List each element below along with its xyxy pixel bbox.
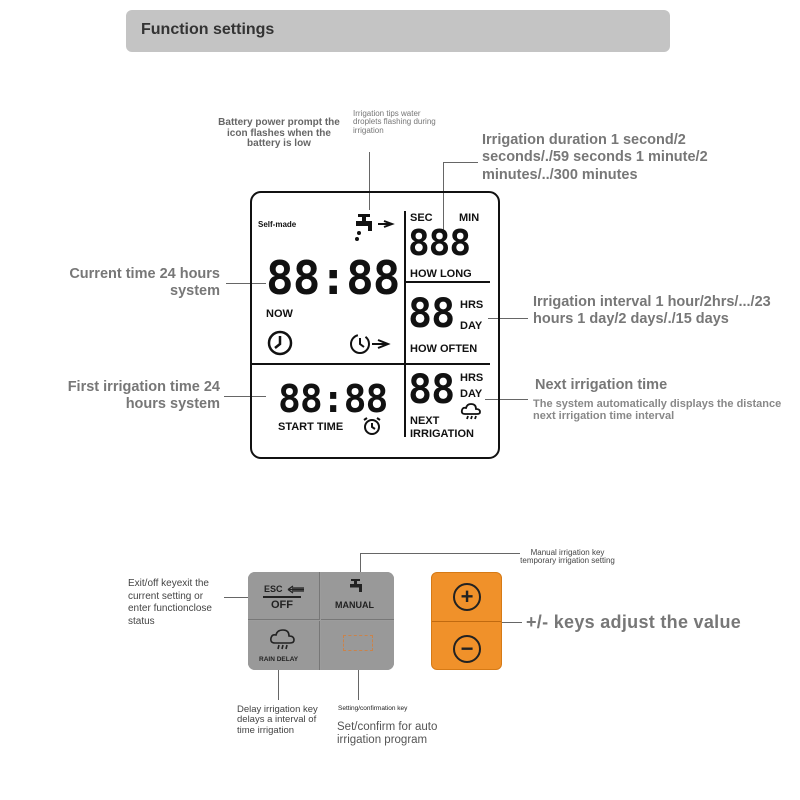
set-key[interactable]	[321, 621, 394, 670]
now-label: NOW	[266, 308, 293, 320]
set-key-glyph	[343, 635, 373, 651]
esc-label: ESC	[264, 584, 283, 594]
battery-note: Battery power prompt the icon flashes when the battery is low	[218, 117, 340, 149]
next-time-desc: The system automatically displays the distance next irrigation time interval	[533, 398, 782, 422]
cycle-clock-icon	[348, 331, 396, 357]
irrigation-label: IRRIGATION	[410, 428, 474, 440]
leader-line-manual-h	[360, 553, 520, 554]
lcd-divider-1	[404, 281, 490, 283]
next-digits: 88	[408, 367, 455, 413]
duration-note: Irrigation duration 1 second/2 seconds/./59 seconds 1 minute/2 minutes/../300 minutes	[482, 132, 708, 183]
header-title: Function settings	[141, 21, 275, 38]
delay-key-note: Delay irrigation key delays a interval of time irrigation	[237, 704, 318, 736]
how-long-label: HOW LONG	[410, 268, 472, 280]
set-key-small-note: Setting/confirmation key	[338, 705, 408, 712]
plus-label: +	[460, 584, 474, 609]
set-key-note: Set/confirm for auto irrigation program	[337, 721, 438, 746]
rain-delay-label: RAIN DELAY	[259, 656, 299, 663]
minus-button[interactable]	[453, 635, 481, 663]
rain-delay-key[interactable]	[248, 621, 320, 670]
leader-line-exit	[224, 597, 250, 598]
hrs-label: HRS	[460, 299, 484, 311]
clock-icon	[266, 329, 294, 357]
self-made-label: Self-made	[258, 220, 297, 229]
how-often-label: HOW OFTEN	[410, 343, 478, 355]
faucet-icon	[354, 213, 402, 245]
esc-off-key[interactable]	[248, 572, 320, 620]
min-label: MIN	[459, 212, 480, 224]
next-label: NEXT	[410, 415, 440, 427]
leader-line-set	[358, 670, 359, 700]
rain-cloud-icon	[269, 627, 297, 653]
lcd-display	[250, 191, 500, 459]
rain-cloud-icon	[460, 402, 482, 422]
keypad	[248, 572, 394, 670]
start-digits: 88:88	[278, 377, 388, 421]
manual-label: MANUAL	[335, 600, 374, 610]
back-arrow-icon	[286, 585, 306, 594]
lcd-vertical-divider	[404, 211, 406, 437]
function-settings-header	[126, 10, 670, 52]
adjust-note: +/- keys adjust the value	[526, 612, 742, 632]
now-digits: 88:88	[266, 251, 400, 305]
first-time-note: First irrigation time 24 hours system	[67, 379, 220, 413]
adjust-divider	[432, 621, 501, 622]
alarm-icon	[362, 416, 382, 436]
current-time-note: Current time 24 hours system	[69, 266, 220, 300]
minus-label: −	[460, 636, 474, 661]
esc-underline	[263, 596, 301, 598]
often-digits: 88	[408, 291, 455, 337]
sec-label: SEC	[410, 212, 433, 224]
lcd-divider-2	[252, 363, 490, 365]
leader-line-duration-h	[443, 162, 478, 163]
faucet-icon	[348, 579, 366, 595]
leader-line-delay	[278, 670, 279, 700]
leader-line-manual-v	[360, 553, 361, 573]
irrigation-tips-note: Irrigation tips water droplets flashing during irrigation	[353, 109, 436, 135]
start-time-label: START TIME	[278, 421, 344, 433]
off-label: OFF	[271, 599, 293, 611]
plus-button[interactable]	[453, 583, 481, 611]
hrs2-label: HRS	[460, 372, 484, 384]
interval-note: Irrigation interval 1 hour/2hrs/.../23 hours 1 day/2 days/./15 days	[533, 294, 771, 328]
duration-digits: 888	[408, 223, 471, 264]
manual-key-note: Manual irrigation key temporary irrigation setting	[520, 548, 615, 566]
day-label: DAY	[460, 320, 483, 332]
day2-label: DAY	[460, 388, 483, 400]
next-time-title: Next irrigation time	[535, 377, 668, 393]
manual-key[interactable]	[321, 572, 394, 620]
exit-key-note: Exit/off keyexit the current setting or enter functionclose status	[128, 578, 212, 627]
adjust-keys	[431, 572, 502, 670]
